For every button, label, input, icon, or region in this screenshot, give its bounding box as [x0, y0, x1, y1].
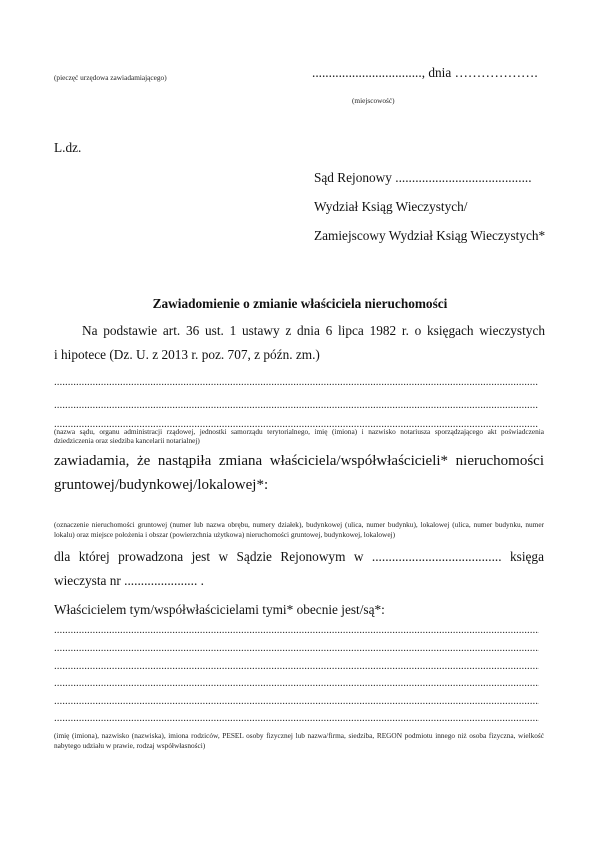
word: Rejonowym	[280, 549, 346, 564]
branch-department-label: Zamiejscowy Wydział Ksiąg Wieczystych*	[314, 228, 546, 243]
word: że	[136, 453, 151, 469]
word: księga	[510, 549, 544, 564]
word: jest	[191, 549, 211, 564]
court-location-field[interactable]: .......................................	[371, 549, 502, 564]
owners-field-line-1[interactable]	[54, 624, 539, 636]
word: prowadzona	[118, 549, 184, 564]
word: Sądzie	[236, 549, 272, 564]
notifies-line-1	[54, 453, 544, 470]
register-line-1	[54, 549, 544, 565]
property-caption: (oznaczenie nieruchomości gruntowej (numer lub nazwa obrębu, numery działek), budynkowej (ulica, numer budynku), lokalowej (ulica, numer budynku, numer lokalu) oraz miejsce położenia i obszar (powierzchnia użytkowa) nieruchomości gruntowej, budynkowej, lokalowej)	[54, 520, 544, 539]
owners-field-line-4[interactable]	[54, 677, 539, 689]
notifies-line-2: gruntowej/budynkowej/lokalowej*:	[54, 477, 269, 493]
word: w	[218, 549, 229, 564]
legal-basis-line-2: i hipotece (Dz. U. z 2013 r. poz. 707, z późn. zm.)	[54, 347, 320, 362]
department-label: Wydział Ksiąg Wieczystych/	[314, 199, 468, 214]
court-name-field[interactable]: Sąd Rejonowy .........................................	[314, 170, 532, 185]
owners-caption: (imię (imiona), nazwisko (nazwiska), imiona rodziców, PESEL osoby fizycznej lub nazwa/firma, siedziba, REGON podmiotu innego niż osoba fizyczna, wielkość nabytego udziału w prawie, rodzaj współwłasności)	[54, 731, 544, 750]
word: której	[78, 549, 110, 564]
word: nastąpiła	[157, 453, 212, 469]
word: dla	[54, 549, 71, 564]
owners-field-line-3[interactable]	[54, 660, 539, 672]
word: zawiadamia,	[54, 453, 130, 469]
place-caption: (miejscowość)	[352, 96, 395, 105]
document-title: Zawiadomienie o zmianie właściciela nieruchomości	[152, 296, 448, 311]
legal-basis-line-1: Na podstawie art. 36 ust. 1 ustawy z dnia 6 lipca 1982 r. o księgach wieczystych	[82, 323, 545, 338]
land-register-number-field[interactable]: wieczysta nr ...................... .	[54, 573, 204, 588]
notifier-field-line-1[interactable]	[54, 376, 538, 388]
owners-field-line-5[interactable]	[54, 695, 539, 707]
word: w	[353, 549, 364, 564]
reference-label: L.dz.	[54, 140, 82, 155]
notifier-field-line-2[interactable]	[54, 399, 538, 411]
owners-heading: Właścicielem tym/współwłaścicielami tymi* obecnie jest/są*:	[54, 602, 385, 617]
stamp-caption: (pieczęć urzędowa zawiadamiającego)	[54, 73, 167, 82]
word: nieruchomości	[455, 453, 544, 469]
owners-field-line-6[interactable]	[54, 712, 539, 724]
word: właściciela/współwłaścicieli*	[269, 453, 449, 469]
notifier-caption: (nazwa sądu, organu administracji rządowej, jednostki samorządu terytorialnego, imię (imiona) i nazwisko notariusza sporządzającego akt poświadczenia dziedziczenia oraz siedziba kancelarii notarialnej)	[54, 427, 544, 445]
place-date-field[interactable]: ................................., dnia ……………….	[312, 65, 538, 80]
word: zmiana	[218, 453, 263, 469]
owners-field-line-2[interactable]	[54, 642, 539, 654]
